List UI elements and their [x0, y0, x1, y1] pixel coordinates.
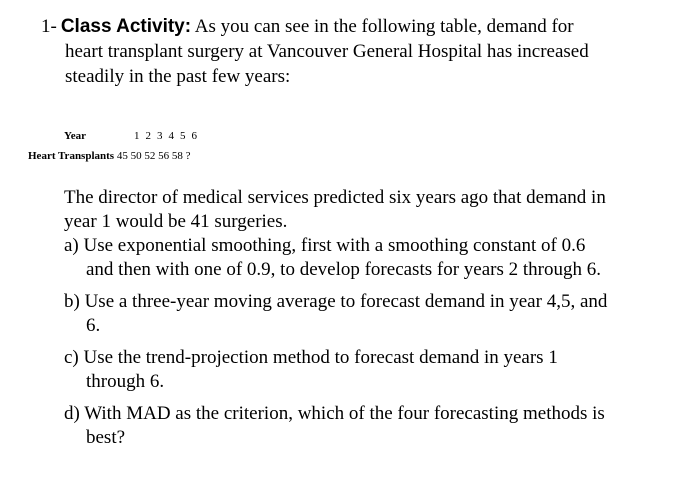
intro-text-1: As you can see in the following table, demand for [194, 16, 574, 37]
item-a-line-1: a) Use exponential smoothing, first with a smoothing constant of 0.6 [64, 235, 586, 256]
item-a-line-2: and then with one of 0.9, to develop forecasts for years 2 through 6. [86, 259, 601, 280]
paragraph-line-2: year 1 would be 41 surgeries. [64, 211, 288, 232]
item-c-line-2: through 6. [86, 371, 165, 392]
year-value: 4 [168, 130, 174, 142]
transplants-label: Heart Transplants [28, 150, 115, 162]
year-row [28, 126, 203, 146]
transplant-value: 56 [158, 150, 170, 162]
transplant-value: 45 [116, 150, 128, 162]
year-label: Year [64, 130, 86, 142]
transplant-value: 58 [171, 150, 183, 162]
item-d-line-1: d) With MAD as the criterion, which of the four forecasting methods is [64, 403, 605, 424]
transplant-values [117, 146, 191, 166]
transplant-value: 50 [130, 150, 142, 162]
paragraph-line-1: The director of medical services predicted six years ago that demand in [64, 187, 606, 208]
item-b [64, 290, 694, 338]
year-values [134, 126, 203, 146]
item-c-line-1: c) Use the trend-projection method to forecast demand in years 1 [64, 347, 558, 368]
transplant-value: 52 [144, 150, 156, 162]
item-d-line-2: best? [86, 427, 126, 448]
transplant-value: ? [185, 150, 191, 162]
demand-table [28, 126, 203, 166]
item-d [64, 402, 694, 450]
transplants-row [28, 146, 203, 166]
year-value: 6 [191, 130, 197, 142]
year-value: 2 [145, 130, 151, 142]
item-c [64, 346, 694, 394]
question-title: Class Activity: [60, 16, 192, 37]
question-intro [41, 14, 681, 89]
intro-line-2: heart transplant surgery at Vancouver General Hospital has increased [65, 41, 589, 62]
question-number: 1- [41, 16, 57, 37]
item-b-line-1: b) Use a three-year moving average to forecast demand in year 4,5, and [64, 291, 608, 312]
item-a [64, 234, 694, 282]
year-value: 3 [157, 130, 163, 142]
intro-line-3: steadily in the past few years: [65, 66, 291, 87]
item-b-line-2: 6. [86, 315, 101, 336]
intro-line-1 [41, 14, 681, 39]
year-value: 5 [180, 130, 186, 142]
year-value: 1 [134, 130, 140, 142]
question-body [64, 186, 694, 450]
